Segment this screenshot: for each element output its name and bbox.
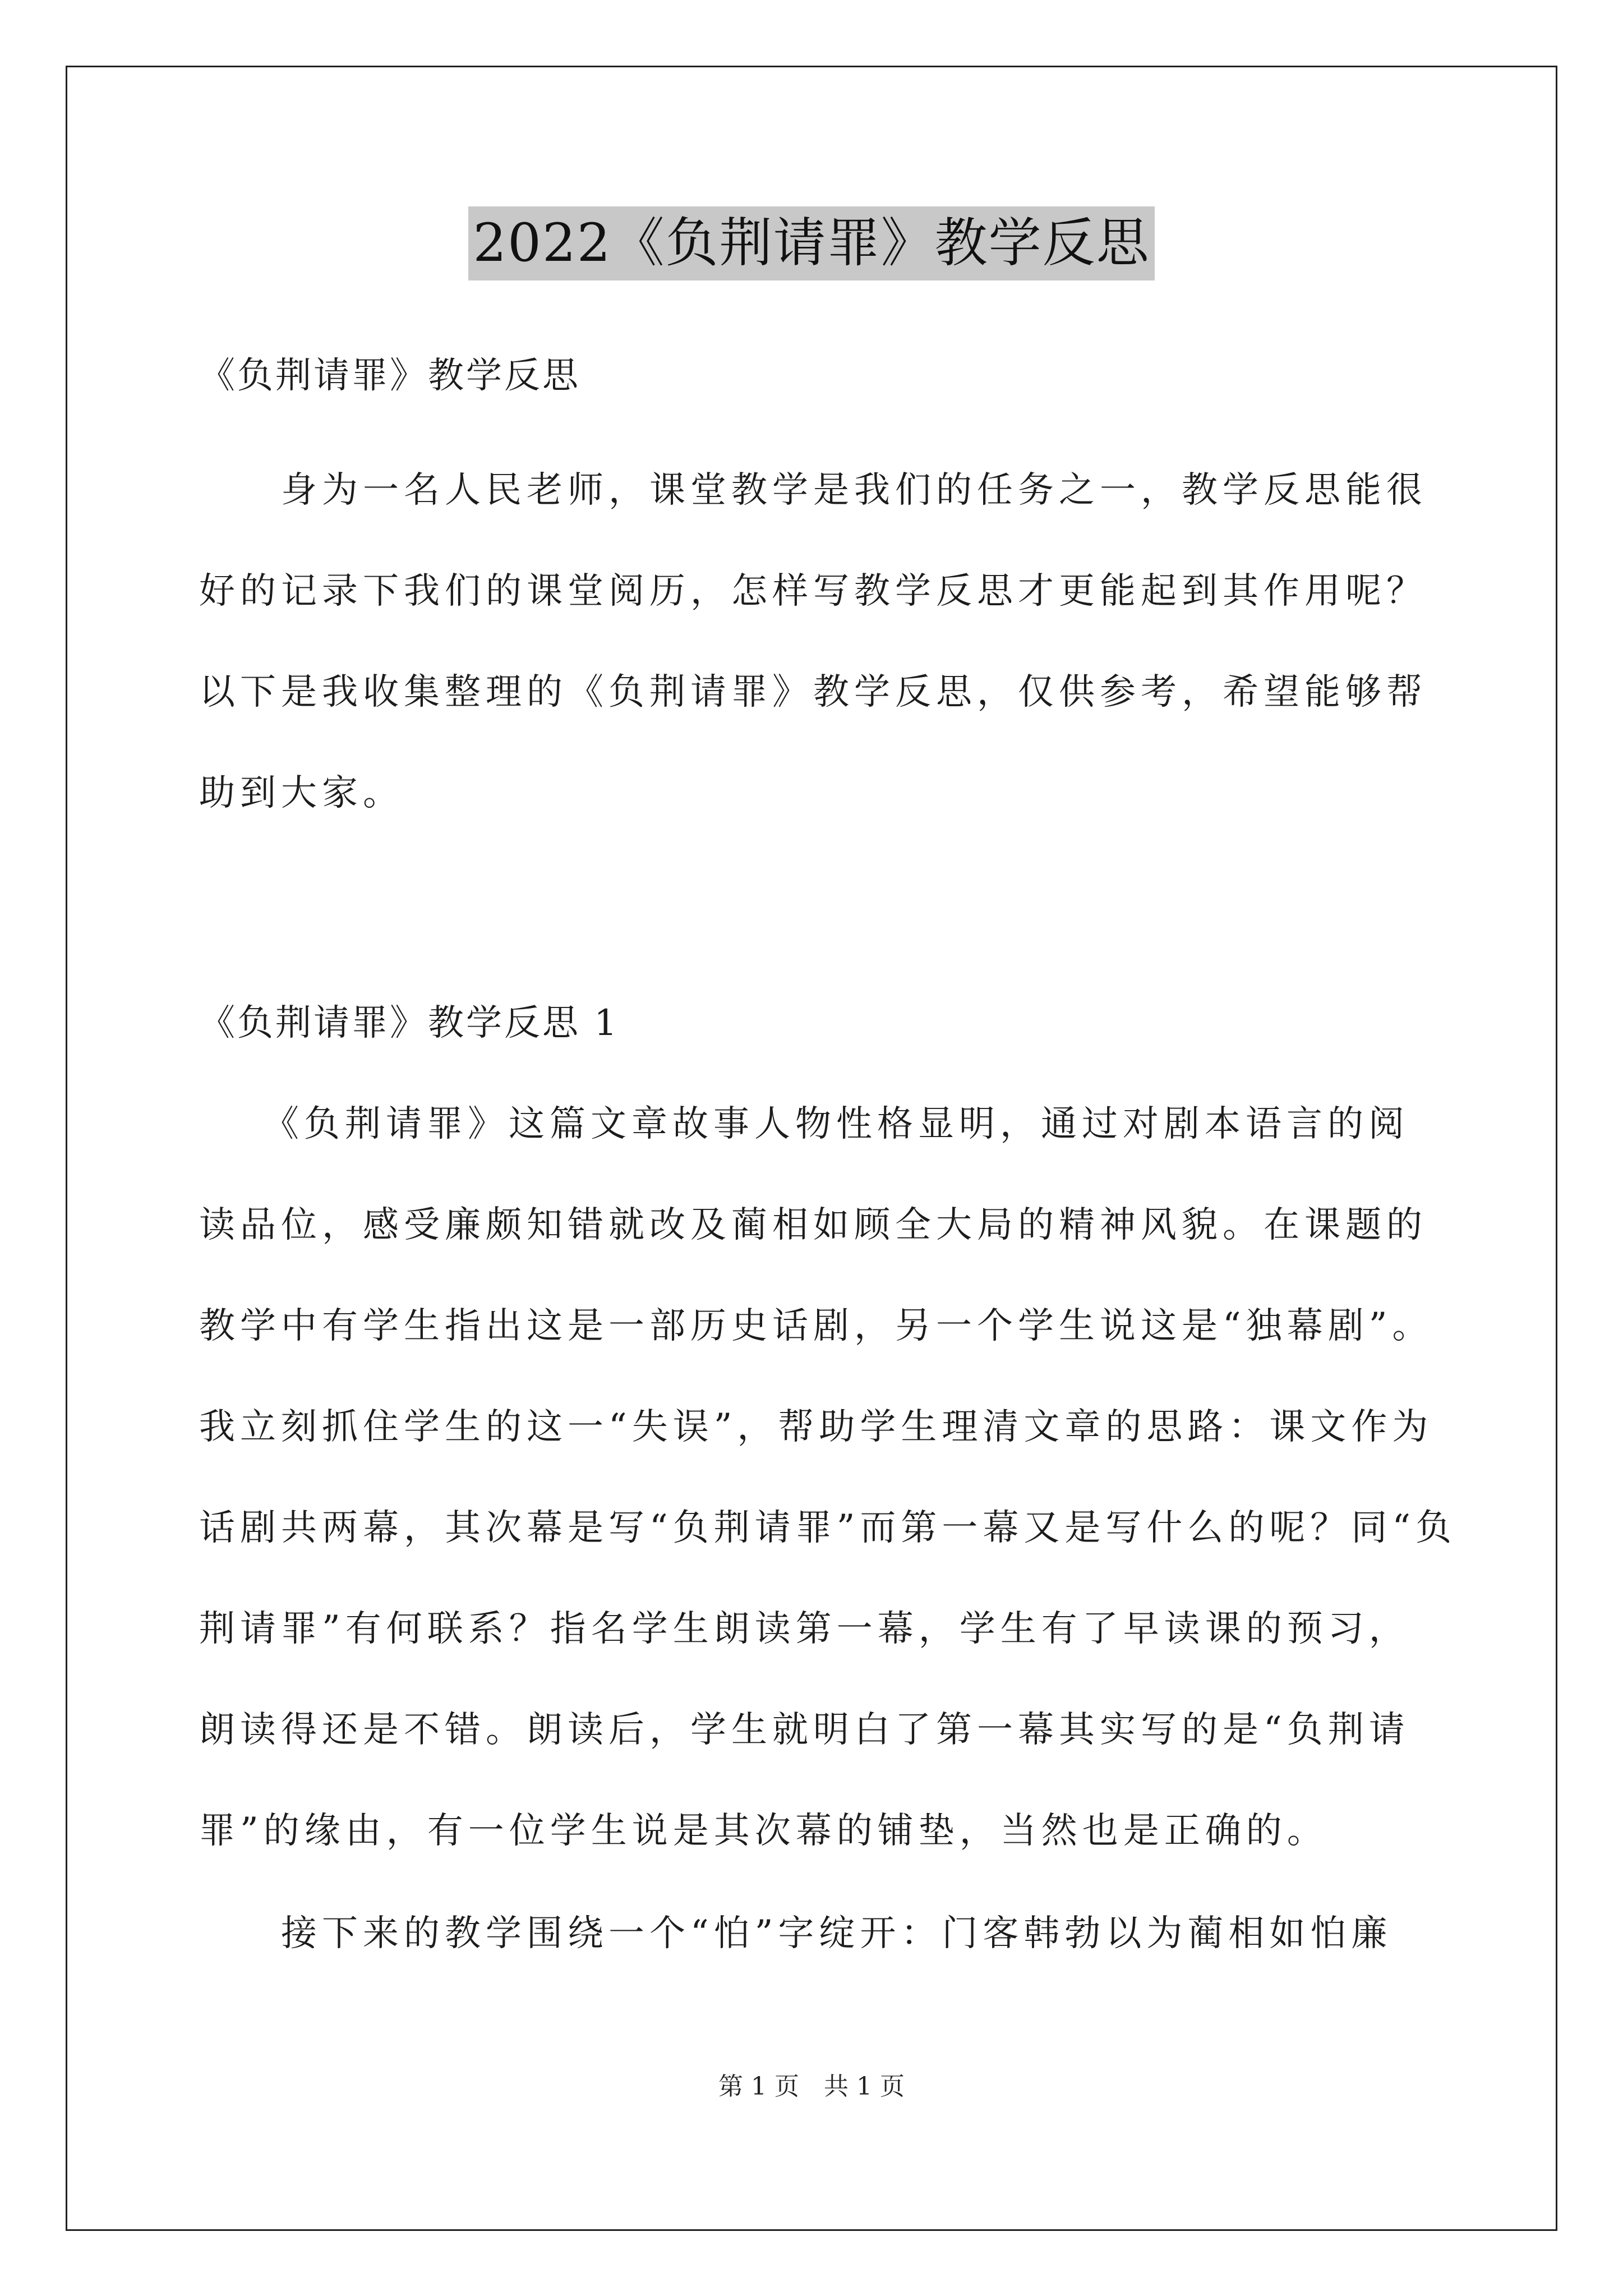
paragraph-line: 好的记录下我们的课堂阅历，怎样写教学反思才更能起到其作用呢？ — [199, 570, 1427, 612]
document-title: 2022《负荆请罪》教学反思 — [468, 206, 1154, 280]
title-container — [0, 206, 1623, 280]
paragraph-line: 以下是我收集整理的《负荆请罪》教学反思，仅供参考，希望能够帮 — [199, 671, 1427, 713]
intro-heading: 《负荆请罪》教学反思 — [199, 355, 580, 397]
paragraph-line: 《负荆请罪》这篇文章故事人物性格显明，通过对剧本语言的阅 — [199, 1103, 1409, 1145]
paragraph-line: 身为一名人民老师，课堂教学是我们的任务之一，教学反思能很 — [199, 470, 1427, 511]
paragraph-line: 读品位，感受廉颇知错就改及蔺相如顾全大局的精神风貌。在课题的 — [199, 1204, 1427, 1246]
paragraph-line: 朗读得还是不错。朗读后，学生就明白了第一幕其实写的是“负荆请 — [199, 1709, 1410, 1751]
section-heading: 《负荆请罪》教学反思 1 — [199, 1002, 620, 1044]
paragraph-line: 我立刻抓住学生的这一“失误”，帮助学生理清文章的思路：课文作为 — [199, 1406, 1433, 1448]
paragraph-line: 教学中有学生指出这是一部历史话剧，另一个学生说这是“独幕剧”。 — [199, 1305, 1433, 1347]
paragraph-line: 罪”的缘由，有一位学生说是其次幕的铺垫，当然也是正确的。 — [199, 1810, 1328, 1852]
paragraph-line: 接下来的教学围绕一个“怕”字绽开：门客韩勃以为蔺相如怕廉 — [199, 1913, 1393, 1954]
paragraph-line: 话剧共两幕，其次幕是写“负荆请罪”而第一幕又是写什么的呢？同“负 — [199, 1507, 1457, 1549]
paragraph-line: 助到大家。 — [199, 772, 404, 814]
paragraph-line: 荆请罪”有何联系？指名学生朗读第一幕，学生有了早读课的预习， — [199, 1608, 1410, 1650]
page-footer: 第 1 页 共 1 页 — [718, 2072, 905, 2101]
